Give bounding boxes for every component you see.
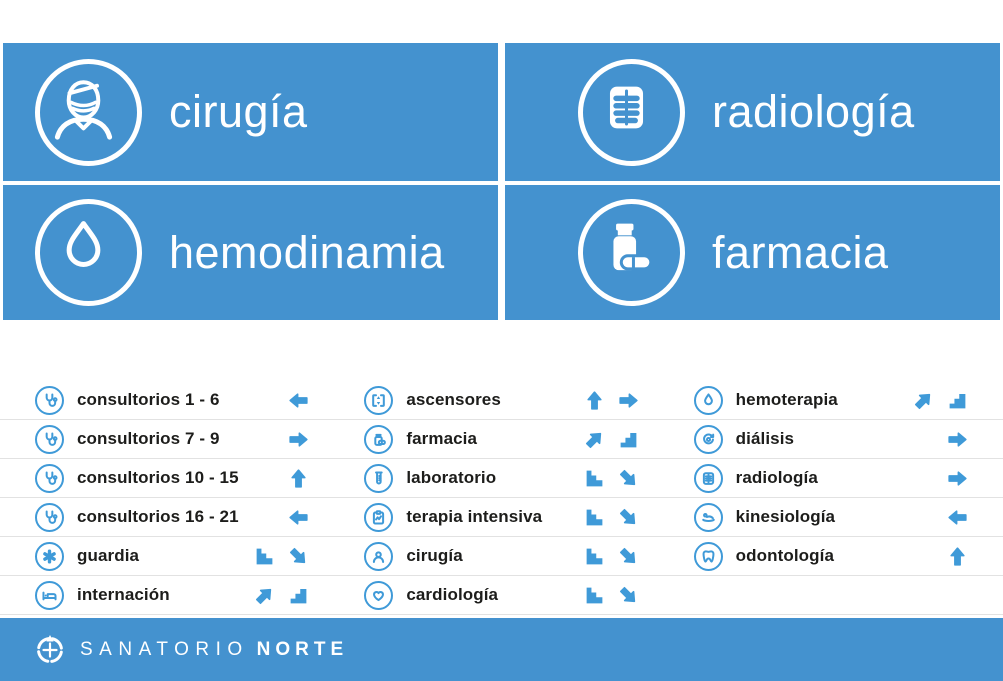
direction-arrows: [947, 546, 968, 567]
compass-icon: [33, 633, 67, 667]
test-tube-icon: [364, 464, 393, 493]
direction-arrows: [947, 429, 968, 450]
direction-arrows: [288, 390, 309, 411]
panel-label: radiología: [712, 86, 915, 137]
directory-item-consultorios-1-6: [35, 381, 309, 419]
direction-arrows: [913, 390, 968, 411]
directory-item-consultorios-16-21: [35, 498, 309, 536]
arrow-down-right-icon: [613, 580, 643, 610]
directory-item-consultorios-10-15: [35, 459, 309, 497]
directory-item-label: hemoterapia: [735, 390, 838, 409]
heart-icon: [364, 581, 393, 610]
directory-row: [0, 381, 1003, 420]
arrow-down-right-icon: [613, 463, 643, 493]
directory-item-ascensores: [364, 381, 638, 419]
stairs-down-icon: [584, 585, 605, 606]
direction-arrows: [254, 585, 309, 606]
brand-primary: SANATORIO: [80, 638, 249, 660]
panel-cirugia: [3, 43, 498, 181]
directory-item-label: consultorios 16 - 21: [77, 507, 239, 526]
medicine-bottle-icon: [364, 425, 393, 454]
arrow-right-icon: [288, 429, 309, 450]
directory-item-laboratorio: [364, 459, 638, 497]
directory-item-internacion: [35, 576, 309, 614]
directory-item-radiologia: [694, 459, 968, 497]
panel-label: cirugía: [169, 86, 308, 137]
stethoscope-icon: [35, 425, 64, 454]
directory-item-label: ascensores: [406, 390, 501, 409]
directory-item-terapia-intensiva: [364, 498, 638, 536]
stairs-down-icon: [584, 468, 605, 489]
directory-item-farmacia: [364, 420, 638, 458]
arrow-down-right-icon: [613, 502, 643, 532]
panel-farmacia: [505, 185, 1000, 320]
directory-item-odontologia: [694, 537, 968, 575]
dialysis-icon: [694, 425, 723, 454]
directory-item-label: diálisis: [735, 429, 795, 448]
stairs-down-icon: [254, 546, 275, 567]
stairs-up-icon: [288, 585, 309, 606]
stairs-down-icon: [584, 507, 605, 528]
directory-row: [0, 459, 1003, 498]
directory-item-label: odontología: [735, 546, 835, 565]
tooth-icon: [694, 542, 723, 571]
directory-row: [0, 537, 1003, 576]
direction-arrows: [584, 507, 639, 528]
direction-arrows: [584, 468, 639, 489]
directory-row: [0, 498, 1003, 537]
kinesiology-icon: [694, 503, 723, 532]
directory-item-label: cardiología: [406, 585, 499, 604]
arrow-left-icon: [288, 390, 309, 411]
surgeon-icon: [35, 59, 142, 166]
person-icon: [364, 542, 393, 571]
stairs-down-icon: [584, 546, 605, 567]
xray-icon: [578, 59, 685, 166]
stethoscope-icon: [35, 464, 64, 493]
directory-item-cardiologia: [364, 576, 638, 614]
panel-label: farmacia: [712, 226, 889, 278]
directory-item-label: kinesiología: [735, 507, 836, 526]
arrow-left-icon: [947, 507, 968, 528]
footer-bar: [0, 618, 1003, 681]
elevator-icon: [364, 386, 393, 415]
drop-icon: [694, 386, 723, 415]
directory-item-hemoterapia: [694, 381, 968, 419]
department-panels: [3, 43, 1000, 320]
directory-row: [0, 576, 1003, 615]
arrow-up-icon: [584, 390, 605, 411]
direction-arrows: [584, 390, 639, 411]
arrow-right-icon: [947, 468, 968, 489]
brand-secondary: NORTE: [256, 638, 349, 660]
stethoscope-icon: [35, 503, 64, 532]
directory-item-label: laboratorio: [406, 468, 497, 487]
directory-row: [0, 420, 1003, 459]
clipboard-icon: [364, 503, 393, 532]
directory-item-kinesiologia: [694, 498, 968, 536]
xray-icon: [694, 464, 723, 493]
arrow-down-right-icon: [284, 541, 314, 571]
directory-item-guardia: [35, 537, 309, 575]
panel-label: hemodinamia: [169, 226, 445, 278]
direction-arrows: [947, 468, 968, 489]
direction-arrows: [584, 585, 639, 606]
star-of-life-icon: [35, 542, 64, 571]
drop-icon: [35, 199, 142, 306]
directory-item-label: guardia: [77, 546, 140, 565]
directory-item-label: terapia intensiva: [406, 507, 543, 526]
directory-item-label: farmacia: [406, 429, 478, 448]
directory-item-cirugia: [364, 537, 638, 575]
directory-item-label: internación: [77, 585, 170, 604]
arrow-up-icon: [288, 468, 309, 489]
directory-item-consultorios-7-9: [35, 420, 309, 458]
direction-arrows: [584, 546, 639, 567]
panel-radiologia: [505, 43, 1000, 181]
arrow-right-icon: [947, 429, 968, 450]
arrow-right-icon: [618, 390, 639, 411]
arrow-up-right-icon: [579, 424, 609, 454]
direction-arrows: [288, 468, 309, 489]
arrow-up-icon: [947, 546, 968, 567]
direction-arrows: [288, 429, 309, 450]
direction-arrows: [947, 507, 968, 528]
directory-item-label: consultorios 7 - 9: [77, 429, 220, 448]
directory-list: [0, 381, 1003, 615]
direction-arrows: [288, 507, 309, 528]
panel-hemodinamia: [3, 185, 498, 320]
arrow-left-icon: [288, 507, 309, 528]
direction-arrows: [584, 429, 639, 450]
arrow-up-right-icon: [250, 580, 280, 610]
directory-item-label: radiología: [735, 468, 818, 487]
arrow-down-right-icon: [613, 541, 643, 571]
stairs-up-icon: [618, 429, 639, 450]
directory-item-label: consultorios 1 - 6: [77, 390, 220, 409]
directory-item-label: consultorios 10 - 15: [77, 468, 239, 487]
pharmacy-icon: [578, 199, 685, 306]
stethoscope-icon: [35, 386, 64, 415]
bed-icon: [35, 581, 64, 610]
directory-item-dialisis: [694, 420, 968, 458]
directory-item-label: cirugía: [406, 546, 463, 565]
arrow-up-right-icon: [909, 385, 939, 415]
directory-empty-cell: [694, 576, 968, 614]
direction-arrows: [254, 546, 309, 567]
stairs-up-icon: [947, 390, 968, 411]
brand-wordmark: [80, 639, 348, 661]
